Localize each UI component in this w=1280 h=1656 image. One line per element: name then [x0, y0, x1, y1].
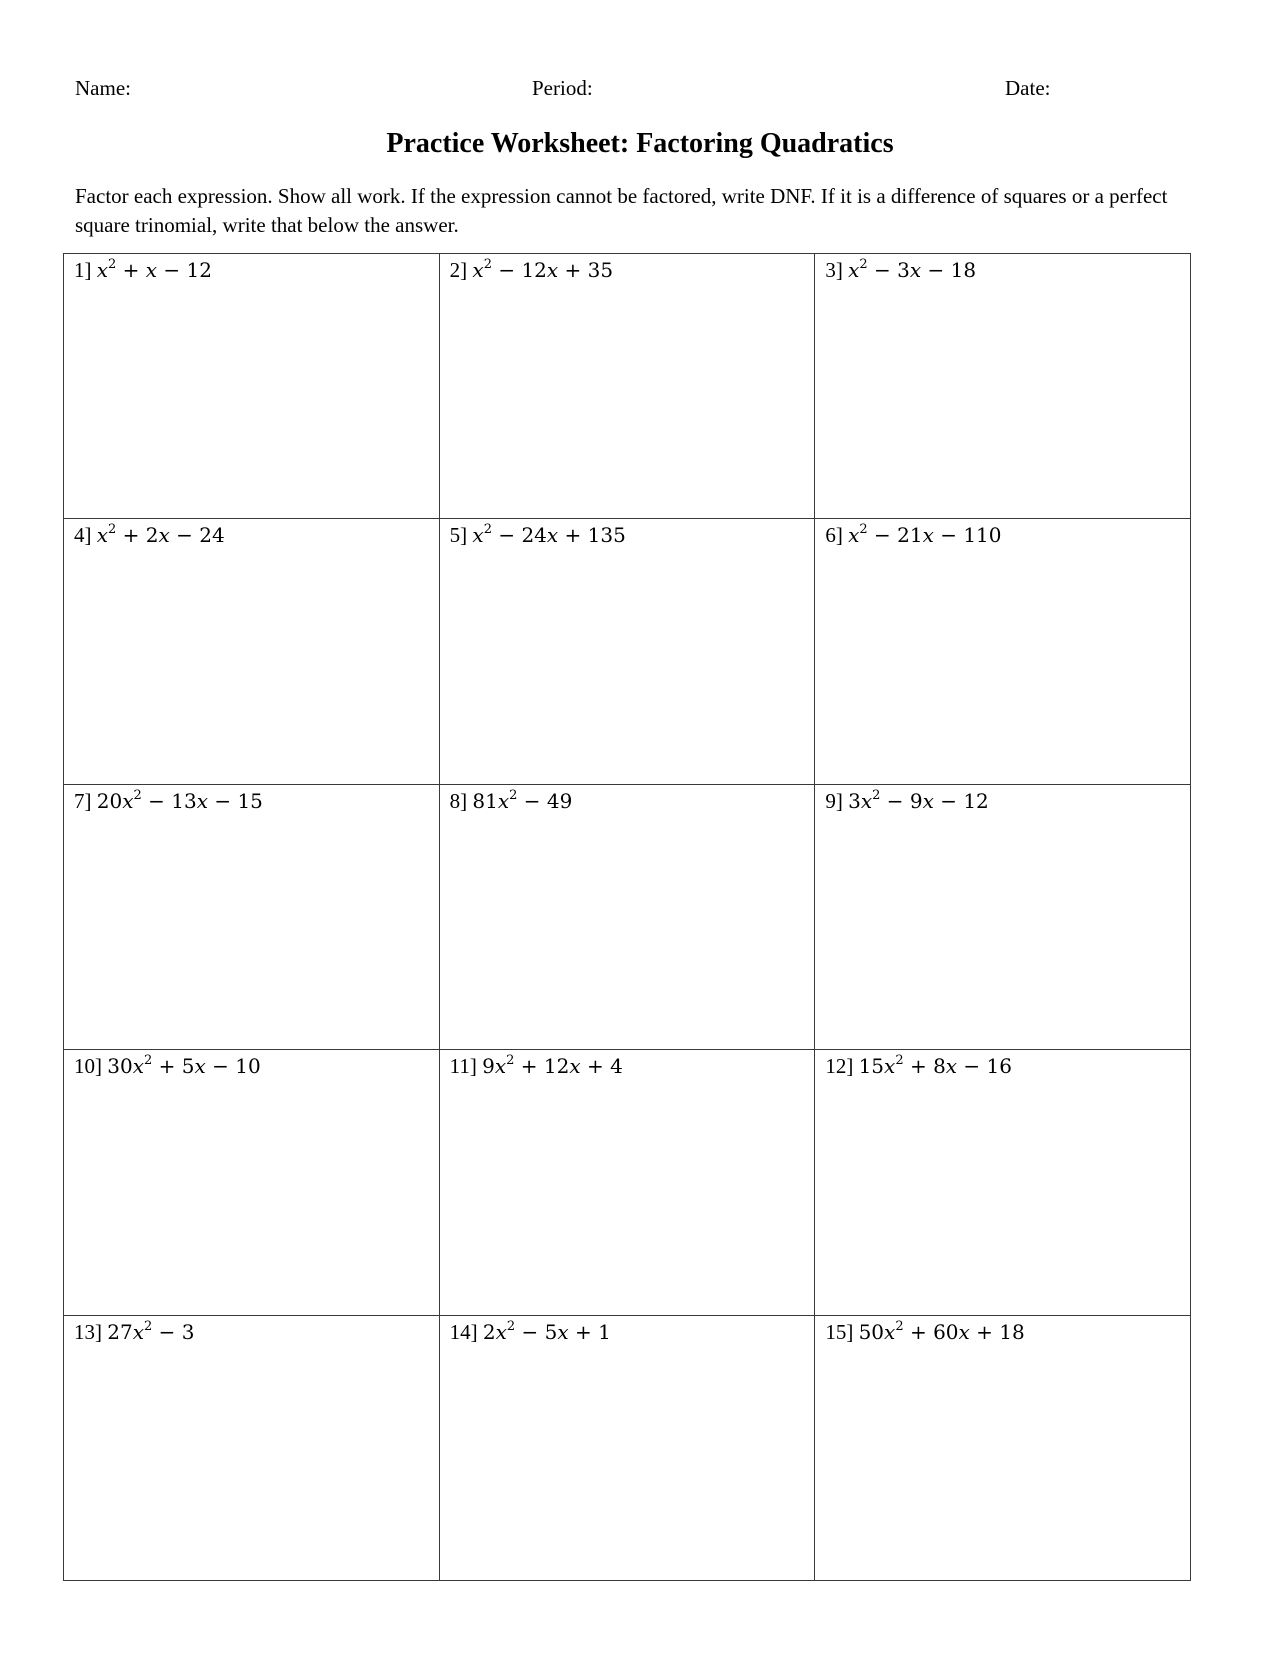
header-fields — [75, 76, 1205, 104]
problem-number: 1] — [74, 258, 92, 282]
problem-expression: $3x^2 - 9x - 12$ — [848, 787, 989, 813]
problem-expression: $81x^2 - 49$ — [472, 787, 573, 813]
problem-expression: $30x^2 + 5x - 10$ — [107, 1053, 261, 1079]
problem-expression: $x^2 - 24x + 135$ — [472, 522, 626, 548]
problem-number: 13] — [74, 1319, 102, 1344]
problem-expression: $15x^2 + 8x - 16$ — [858, 1053, 1012, 1079]
problem-expression: $50x^2 + 60x + 18$ — [858, 1318, 1025, 1344]
problem-expression: $x^2 + 2x - 24$ — [96, 522, 225, 548]
problem-expression: $27x^2 - 3$ — [107, 1318, 195, 1344]
problem-cell-14[interactable] — [440, 1316, 816, 1581]
problem-cell-12[interactable] — [815, 1050, 1191, 1315]
problem-expression: $9x^2 + 12x + 4$ — [482, 1053, 623, 1079]
problem-cell-13[interactable] — [64, 1316, 440, 1581]
problem-number: 5] — [449, 523, 468, 548]
problem-number: 12] — [825, 1054, 854, 1079]
problem-expression: $x^2 - 12x + 35$ — [472, 257, 614, 282]
problem-cell-10[interactable] — [64, 1050, 440, 1315]
problem-expression: $20x^2 - 13x - 15$ — [96, 787, 263, 813]
problem-number: 2] — [449, 258, 468, 282]
problem-cell-8[interactable] — [440, 785, 816, 1050]
problem-number: 14] — [449, 1319, 478, 1344]
problem-cell-2[interactable] — [440, 254, 816, 519]
problem-number: 7] — [74, 788, 92, 813]
problem-cell-5[interactable] — [440, 519, 816, 784]
problem-cell-1[interactable] — [64, 254, 440, 519]
problem-cell-9[interactable] — [815, 785, 1191, 1050]
problem-number: 3] — [825, 258, 843, 282]
date-label: Date: — [1005, 76, 1051, 100]
problem-cell-3[interactable] — [815, 254, 1191, 519]
problem-number: 11] — [449, 1054, 477, 1079]
problem-expression: $x^2 - 21x - 110$ — [848, 522, 1002, 548]
problem-number: 6] — [825, 523, 843, 548]
problem-number: 4] — [74, 523, 92, 548]
problem-cell-6[interactable] — [815, 519, 1191, 784]
problem-expression: $x^2 - 3x - 18$ — [848, 257, 977, 282]
problem-expression: $2x^2 - 5x + 1$ — [482, 1318, 611, 1344]
problem-grid — [63, 253, 1191, 1581]
problem-number: 10] — [74, 1054, 102, 1079]
problem-cell-4[interactable] — [64, 519, 440, 784]
problem-cell-11[interactable] — [440, 1050, 816, 1315]
problem-cell-15[interactable] — [815, 1316, 1191, 1581]
problem-expression: $x^2 + x - 12$ — [96, 257, 212, 282]
problem-number: 8] — [449, 788, 468, 813]
problem-number: 15] — [825, 1319, 854, 1344]
problem-cell-7[interactable] — [64, 785, 440, 1050]
name-label: Name: — [75, 76, 131, 100]
instructions-text: Factor each expression. Show all work. If the expression cannot be factored, write DNF. If it is a difference of squares or a perfect square trinomial, write that below the answer. — [75, 184, 1168, 237]
period-label: Period: — [532, 76, 593, 100]
problem-number: 9] — [825, 788, 843, 813]
worksheet-title: Practice Worksheet: Factoring Quadratics — [386, 128, 894, 159]
